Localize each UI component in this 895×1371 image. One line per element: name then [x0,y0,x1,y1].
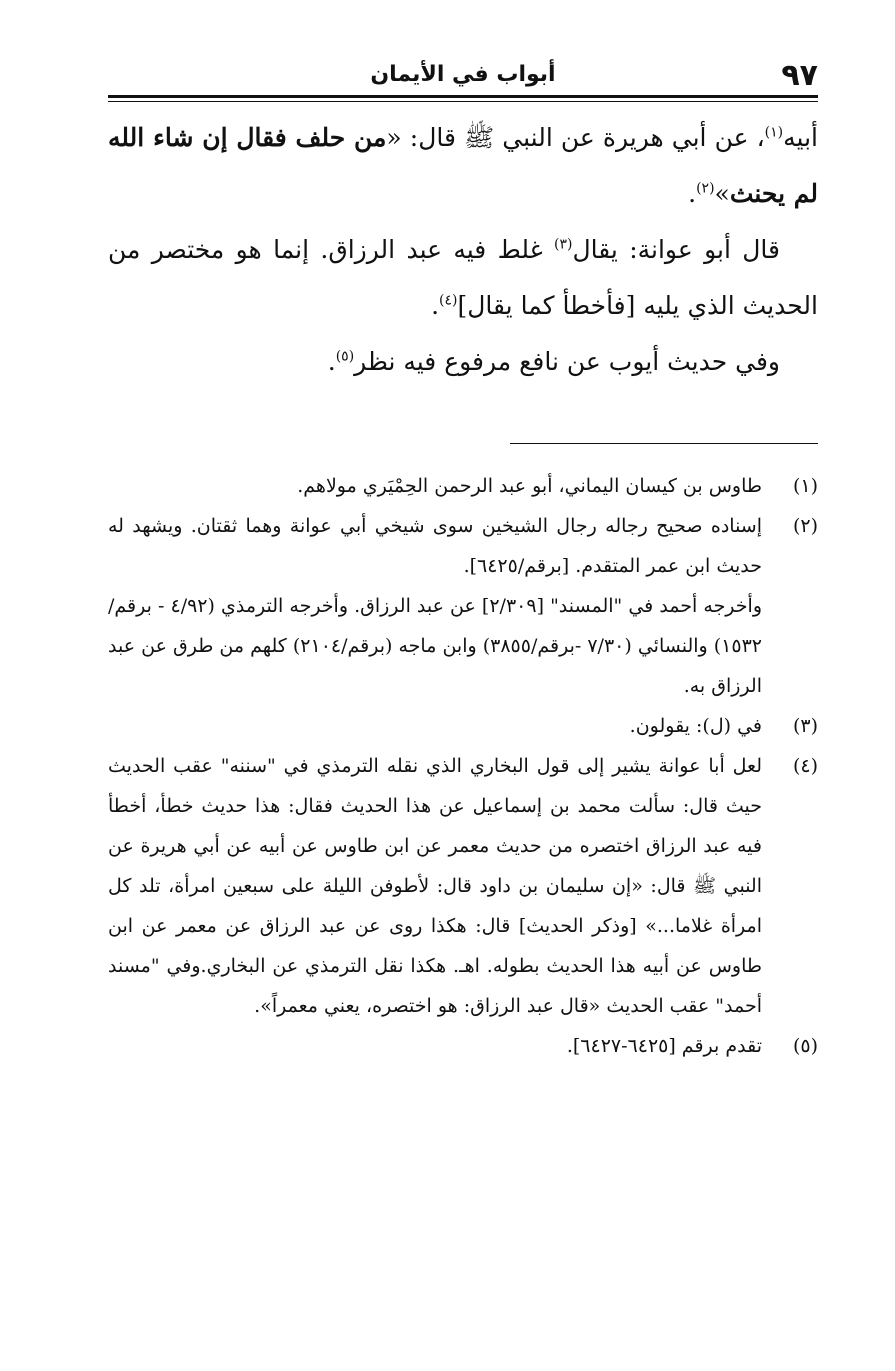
footnote-separator [510,443,818,444]
footnote-3 [108,706,818,746]
footnote-ref-2[interactable]: (٢) [696,180,715,197]
running-header [108,56,818,96]
footnotes [108,466,818,1066]
main-paragraph-2: قال أبو عوانة: يقال$^{(٣)}$ غلط فيه عبد الرزاق. إنما هو مختصر من الحديث الذي يليه [فأخطأ كما يقال]$^{(٤)}$. [108,235,818,320]
footnote-text: في (ل): يقولون. [629,715,762,737]
footnote-4 [108,746,818,1026]
footnote-ref-4[interactable]: (٤) [439,292,458,309]
footnote-5 [108,1026,818,1066]
main-text [108,110,818,390]
footnote-text: تقدم برقم [٦٤٢٥-٦٤٢٧]. [566,1035,762,1057]
page-number: ٩٧ [781,58,818,93]
footnote-text: لعل أبا عوانة يشير إلى قول البخاري الذي نقله الترمذي في "سننه" عقب الحديث حيث قال: سألت محمد بن إسماعيل عن هذا الحديث فقال: هذا حديث خطأ، أخطأ فيه عبد الرزاق اختصره من حديث معمر عن ابن طاوس عن أبيه عن أبي هريرة عن النبي ﷺ قال: «إن سليمان بن داود قال: لأطوفن الليلة على سبعين امرأة، تلد كل امرأة غلاما...» [وذكر الحديث] قال: هكذا روى عن عبد الرزاق عن معمر عن ابن طاوس عن أبيه هذا الحديث بطوله. اهـ. هكذا نقل الترمذي عن البخاري.وفي "مسند أحمد" عقب الحديث «قال عبد الرزاق: هو اختصره، يعني معمراً». [108,755,762,1017]
main-paragraph-3: وفي حديث أيوب عن نافع مرفوع فيه نظر$^{(٥)}$. [327,347,780,376]
footnote-number: (١) [792,475,818,497]
footnote-ref-5[interactable]: (٥) [335,348,355,365]
chapter-title: أبواب في الأيمان [370,62,556,87]
header-rule-thin [108,101,818,102]
hadith-text: من حلف فقال إن شاء الله لم يحنث [108,123,818,208]
footnote-2 [108,506,818,706]
footnote-number: (٢) [792,515,818,537]
footnote-number: (٣) [792,715,818,737]
footnote-ref-3[interactable]: (٣) [554,236,573,253]
footnote-ref-1[interactable]: (١) [764,124,784,141]
main-paragraph-1: أبيه$^{(١)}$، عن أبي هريرة عن النبي ﷺ قال: «من حلف فقال إن شاء الله لم يحنث»$^{(٢)}$. [108,123,818,208]
footnote-number: (٥) [792,1035,818,1057]
footnote-text: طاوس بن كيسان اليماني، أبو عبد الرحمن الحِمْيَري مولاهم. [297,475,762,497]
footnote-number: (٤) [792,755,818,777]
footnote-1 [108,466,818,506]
footnote-text: وأخرجه أحمد في "المسند" [٢/٣٠٩] عن عبد الرزاق. وأخرجه الترمذي (٤/٩٢ - برقم/١٥٣٢) والنسائي (٧/٣٠ -برقم/٣٨٥٥) وابن ماجه (برقم/٢١٠٤) كلهم من طرق عن عبد الرزاق به. [108,595,762,697]
footnote-text: إسناده صحيح رجاله رجال الشيخين سوى شيخي أبي عوانة وهما ثقتان. ويشهد له حديث ابن عمر المتقدم. [برقم/٦٤٢٥]. [108,515,762,577]
header-rule-thick [108,95,818,98]
